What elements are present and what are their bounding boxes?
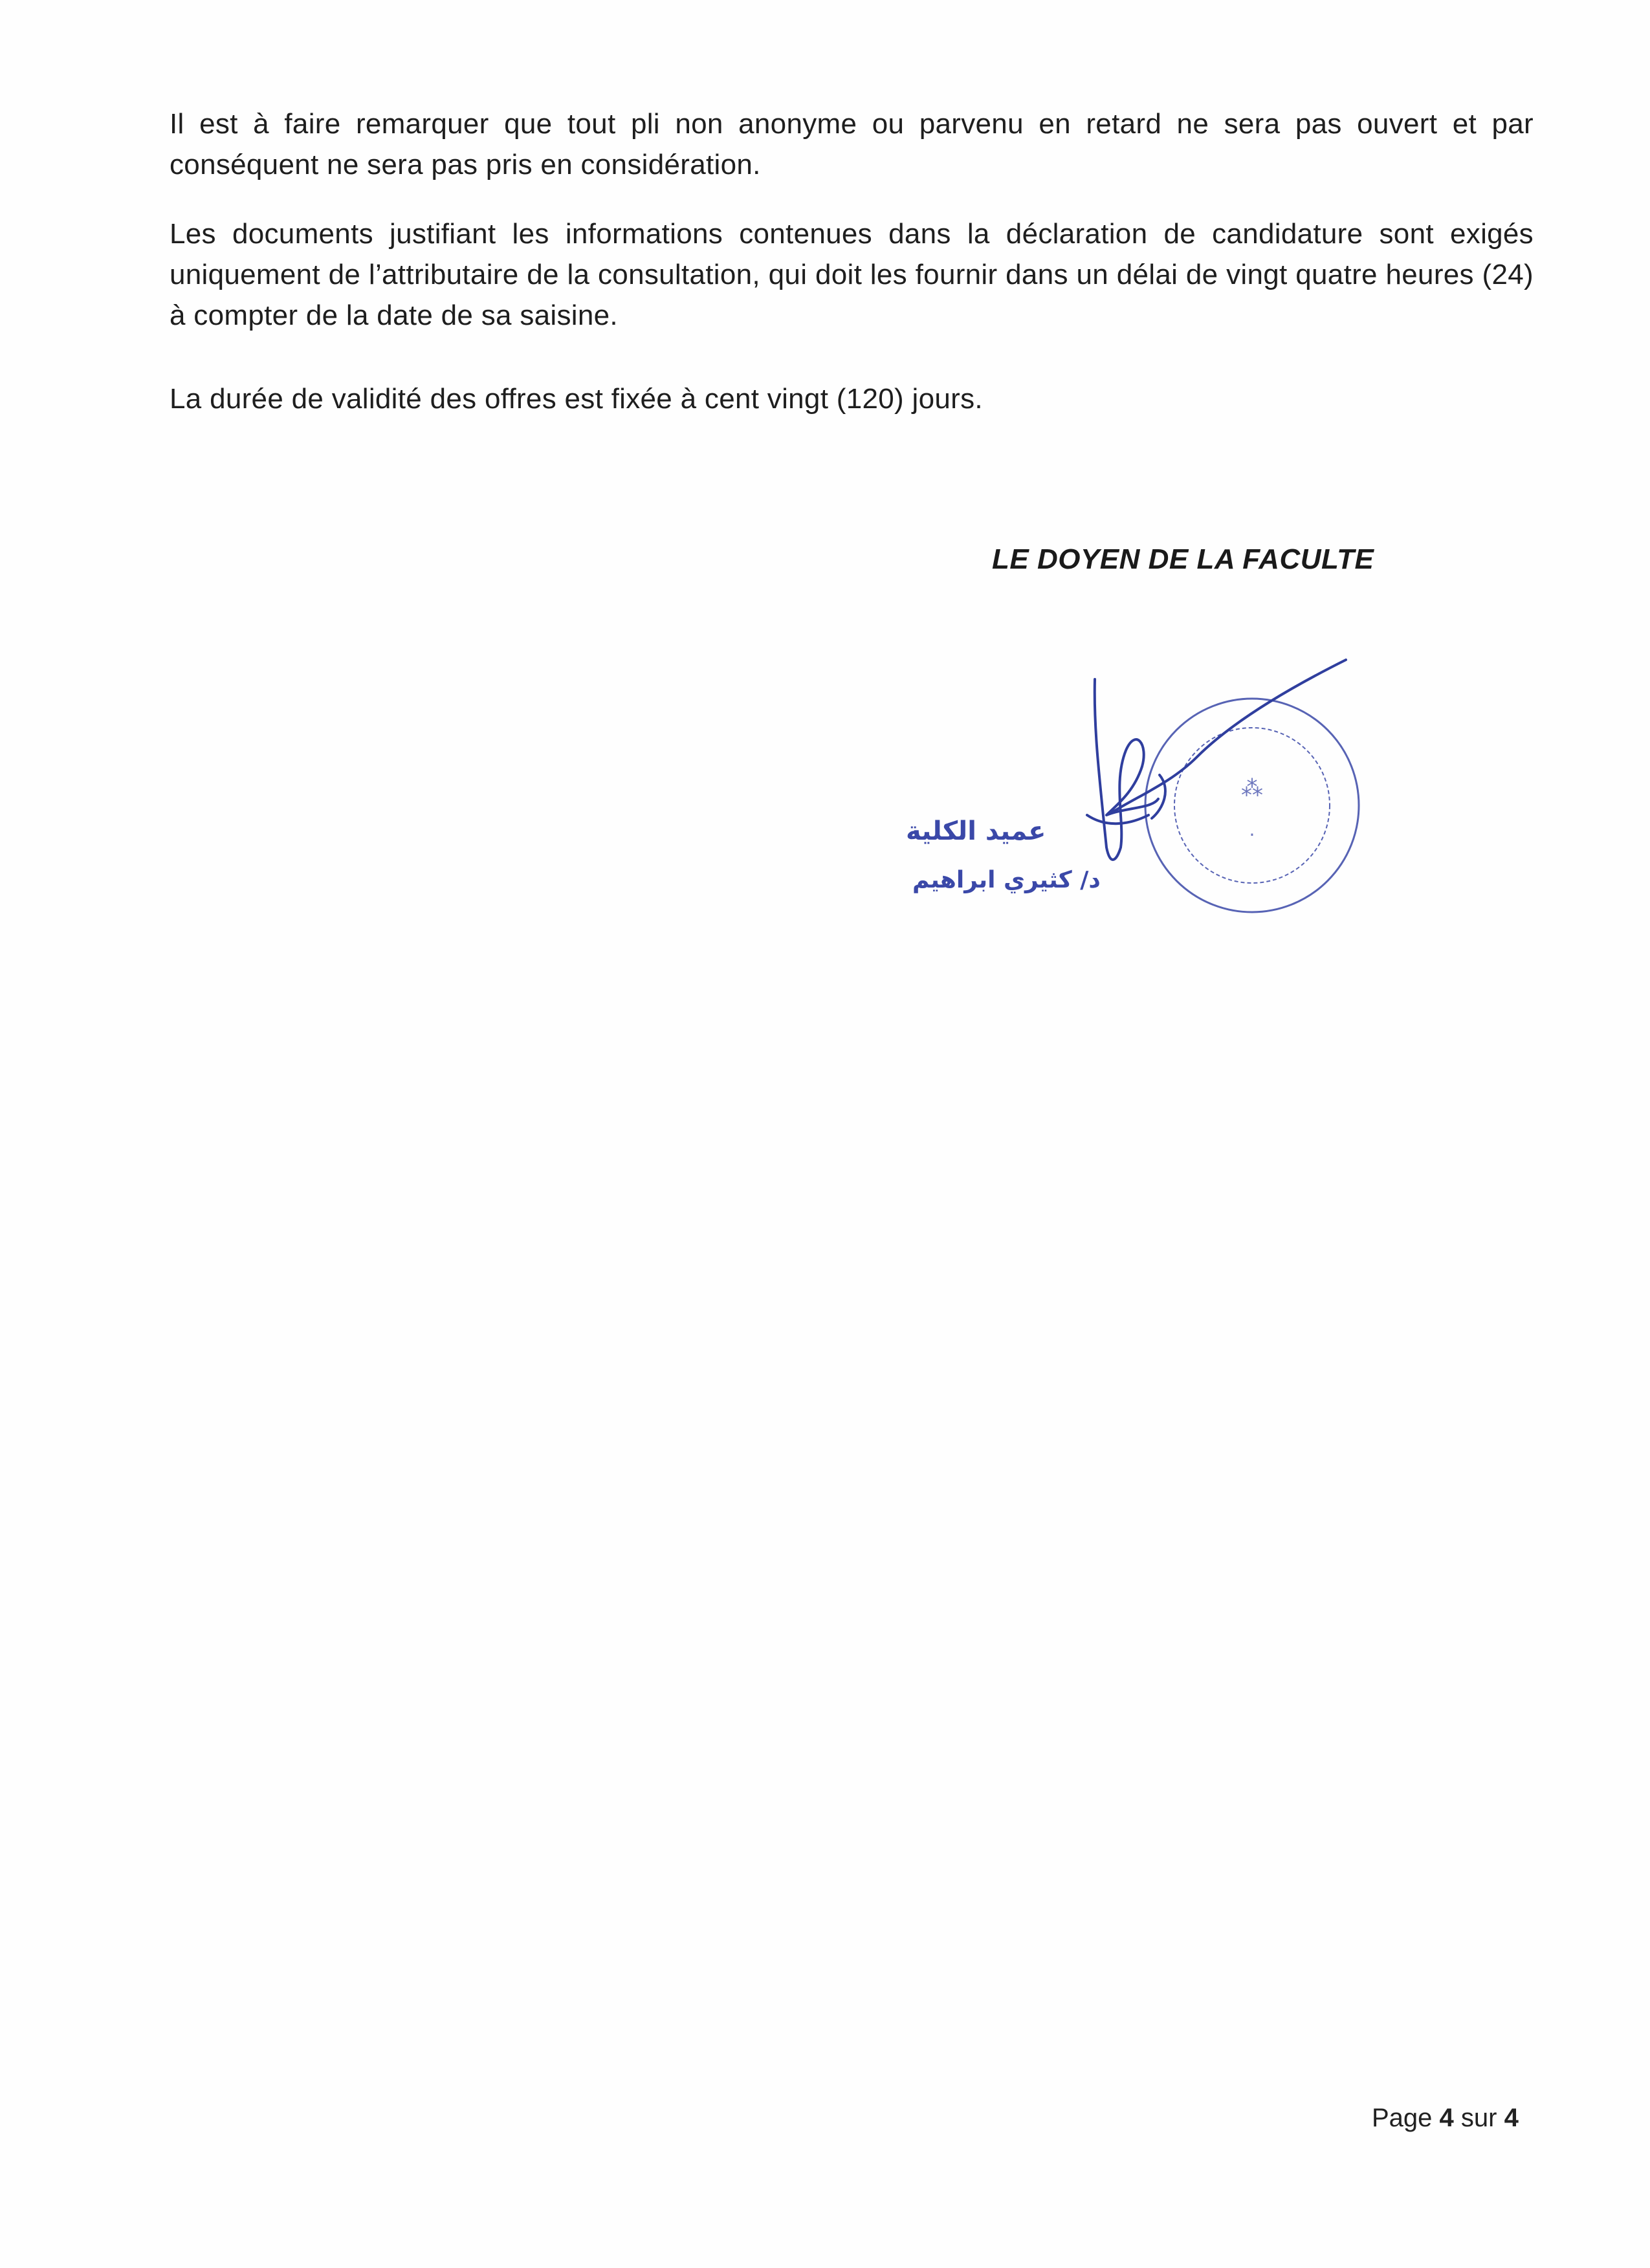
paragraph-supporting-documents: Les documents justifiant les informations contenues dans la déclaration de candidature sont exigés uniquement de l’attributaire de la consultation, qui doit les fournir dans un délai de vingt quatre heures (24) à compter de la date de sa saisine. xyxy=(170,218,1534,331)
signature-stamp-block xyxy=(893,653,1372,944)
page-number-footer xyxy=(1372,2104,1519,2133)
paragraph-offer-validity: La durée de validité des offres est fixée à cent vingt (120) jours. xyxy=(170,383,983,415)
stamp-arabic-title: عميد الكلية xyxy=(906,816,1046,846)
signatory-title: LE DOYEN DE LA FACULTE xyxy=(992,543,1374,575)
page-word: Page xyxy=(1372,2104,1433,2132)
svg-text:·: · xyxy=(1249,824,1255,845)
official-stamp-seal xyxy=(893,653,1372,944)
svg-text:⁂: ⁂ xyxy=(1241,776,1263,801)
page-total: 4 xyxy=(1504,2104,1519,2132)
stamp-arabic-name: د/ كثيري ابراهيم xyxy=(912,867,1101,893)
page-current: 4 xyxy=(1439,2104,1454,2132)
page-sep: sur xyxy=(1460,2104,1497,2132)
paragraph-late-submission: Il est à faire remarquer que tout pli non anonyme ou parvenu en retard ne sera pas ouvert et par conséquent ne sera pas pris en considération. xyxy=(170,108,1534,180)
